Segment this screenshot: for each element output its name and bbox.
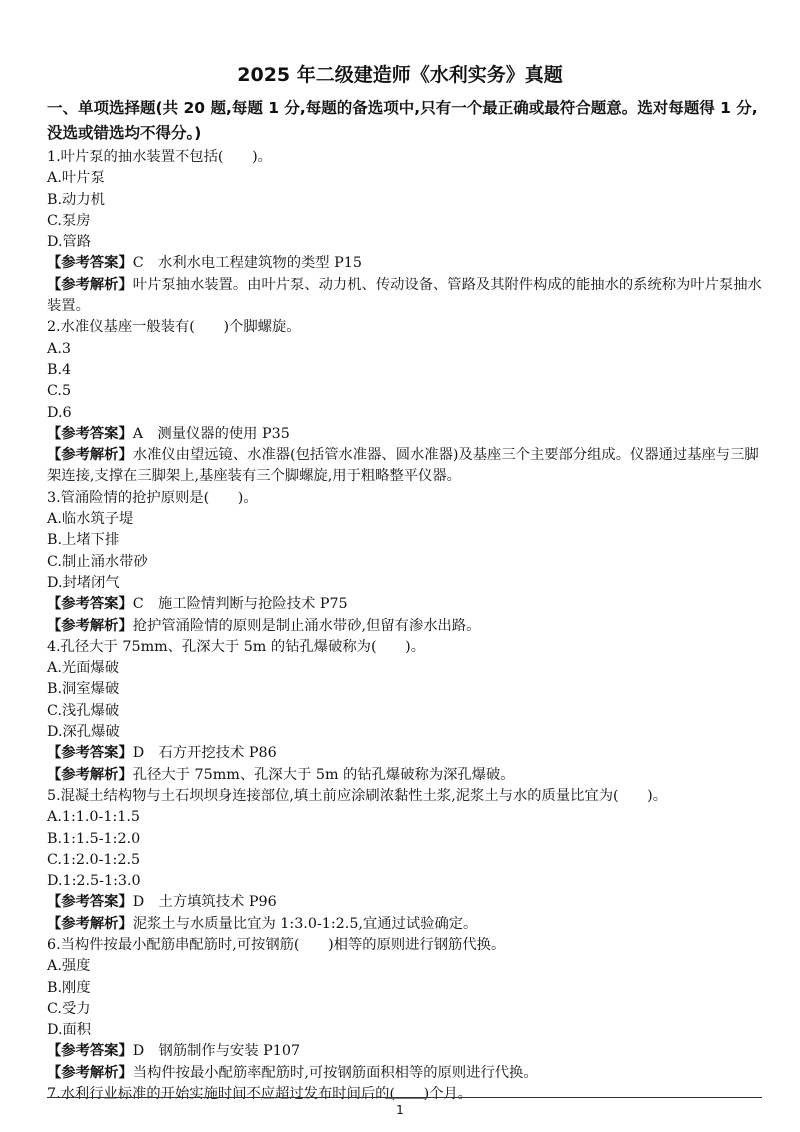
- answer-text: D 石方开挖技术 P86: [132, 745, 277, 762]
- option: A.光面爆破: [47, 660, 120, 677]
- document-title: 2025 年二级建造师《水利实务》真题: [237, 64, 563, 86]
- question-block: [47, 637, 767, 786]
- option: C.浅孔爆破: [47, 702, 120, 719]
- analysis-text: 水准仪由望远镜、水准器(包括管水准器、圆水准器)及基座三个主要部分组成。仪器通过基座与三脚架连接,支撑在三脚架上,基座装有三个脚螺旋,用于粗略整平仪器。: [47, 447, 759, 485]
- analysis-label: 【参考解析】: [47, 766, 133, 783]
- answer-label: 【参考答案】: [47, 745, 133, 762]
- answer-line: [47, 1041, 767, 1062]
- analysis-text: 孔径大于 75mm、孔深大于 5m 的钻孔爆破称为深孔爆破。: [132, 766, 515, 783]
- answer-line: [47, 253, 767, 274]
- analysis-label: 【参考解析】: [47, 276, 133, 293]
- analysis-label: 【参考解析】: [47, 1064, 133, 1081]
- answer-text: D 土方填筑技术 P96: [132, 894, 277, 911]
- analysis-line: [47, 445, 767, 488]
- analysis-label: 【参考解析】: [47, 617, 133, 634]
- answer-line: [47, 743, 767, 764]
- answer-text: C 水利水电工程建筑物的类型 P15: [132, 255, 362, 272]
- option: D.面积: [47, 1022, 92, 1039]
- option: A.临水筑子堤: [47, 511, 134, 528]
- answer-label: 【参考答案】: [47, 1043, 133, 1060]
- analysis-text: 当构件按最小配筋率配筋时,可按钢筋面积相等的原则进行代换。: [132, 1064, 538, 1081]
- section-heading: 一、单项选择题(共 20 题,每题 1 分,每题的备选项中,只有一个最正确或最符合题意。选对每题得 1 分,没选或错选均不得分。): [47, 99, 758, 142]
- option: D.封堵闭气: [47, 574, 120, 591]
- question-stem: 5.混凝土结构物与土石坝坝身连接部位,填土前应涂刷浓黏性土浆,泥浆土与水的质量比宜为( )。: [47, 787, 668, 804]
- option: B.1:1.5-1:2.0: [47, 830, 141, 847]
- question-block: [47, 317, 767, 487]
- question-block: [47, 488, 767, 637]
- question-stem: 4.孔径大于 75mm、孔深大于 5m 的钻孔爆破称为( )。: [47, 638, 426, 655]
- analysis-label: 【参考解析】: [47, 447, 133, 464]
- question-stem: 6.当构件按最小配筋串配筋时,可按钢筋( )相等的原则进行钢筋代换。: [47, 936, 506, 953]
- answer-text: C 施工险情判断与抢险技术 P75: [132, 596, 348, 613]
- option: B.上堵下排: [47, 532, 120, 549]
- option: C.5: [47, 383, 72, 400]
- answer-line: [47, 594, 767, 615]
- analysis-label: 【参考解析】: [47, 915, 133, 932]
- option: C.受力: [47, 1000, 91, 1017]
- option: A.叶片泵: [47, 170, 105, 187]
- option: C.制止涌水带砂: [47, 553, 148, 570]
- answer-text: A 测量仪器的使用 P35: [132, 425, 290, 442]
- analysis-line: [47, 1063, 767, 1084]
- question-stem: 1.叶片泵的抽水装置不包括( )。: [47, 149, 272, 165]
- question-stem: 3.管涌险情的抢护原则是( )。: [47, 489, 258, 506]
- option: C.泵房: [47, 212, 91, 229]
- question-stem: 2.水准仪基座一般装有( )个脚螺旋。: [47, 319, 301, 336]
- answer-label: 【参考答案】: [47, 425, 133, 442]
- analysis-text: 泥浆土与水质量比宜为 1:3.0-1:2.5,宜通过试验确定。: [132, 915, 478, 932]
- answer-line: [47, 424, 767, 445]
- option: A.3: [47, 340, 71, 357]
- option: A.1:1.0-1:1.5: [47, 809, 140, 826]
- answer-text: D 钢筋制作与安装 P107: [132, 1043, 301, 1060]
- analysis-line: [47, 765, 767, 786]
- answer-line: [47, 892, 767, 913]
- question-block: [47, 786, 767, 935]
- question-list: [47, 147, 767, 1105]
- option: B.动力机: [47, 191, 105, 208]
- question-block: [47, 935, 767, 1084]
- option: D.深孔爆破: [47, 724, 120, 741]
- option: B.4: [47, 361, 72, 378]
- option: B.洞室爆破: [47, 681, 120, 698]
- option: B.刚度: [47, 979, 91, 996]
- answer-label: 【参考答案】: [47, 255, 133, 272]
- question-block: [47, 147, 767, 317]
- option: D.1:2.5-1:3.0: [47, 873, 141, 890]
- analysis-line: [47, 616, 767, 637]
- question-stem: 7.水利行业标准的开始实施时间不应超过发布时间后的( )个月。: [47, 1086, 473, 1103]
- answer-label: 【参考答案】: [47, 596, 133, 613]
- option: C.1:2.0-1:2.5: [47, 851, 141, 868]
- page-number: 1: [396, 1103, 404, 1117]
- analysis-text: 抢护管涌险情的原则是制止涌水带砂,但留有渗水出路。: [132, 617, 481, 634]
- option: D.6: [47, 404, 72, 421]
- footer-divider-short: [385, 1098, 427, 1099]
- option: A.强度: [47, 958, 91, 975]
- answer-label: 【参考答案】: [47, 894, 133, 911]
- analysis-line: [47, 275, 767, 318]
- analysis-line: [47, 914, 767, 935]
- analysis-text: 叶片泵抽水装置。由叶片泵、动力机、传动设备、管路及其附件构成的能抽水的系统称为叶片泵抽水装置。: [47, 276, 762, 315]
- option: D.管路: [47, 234, 92, 251]
